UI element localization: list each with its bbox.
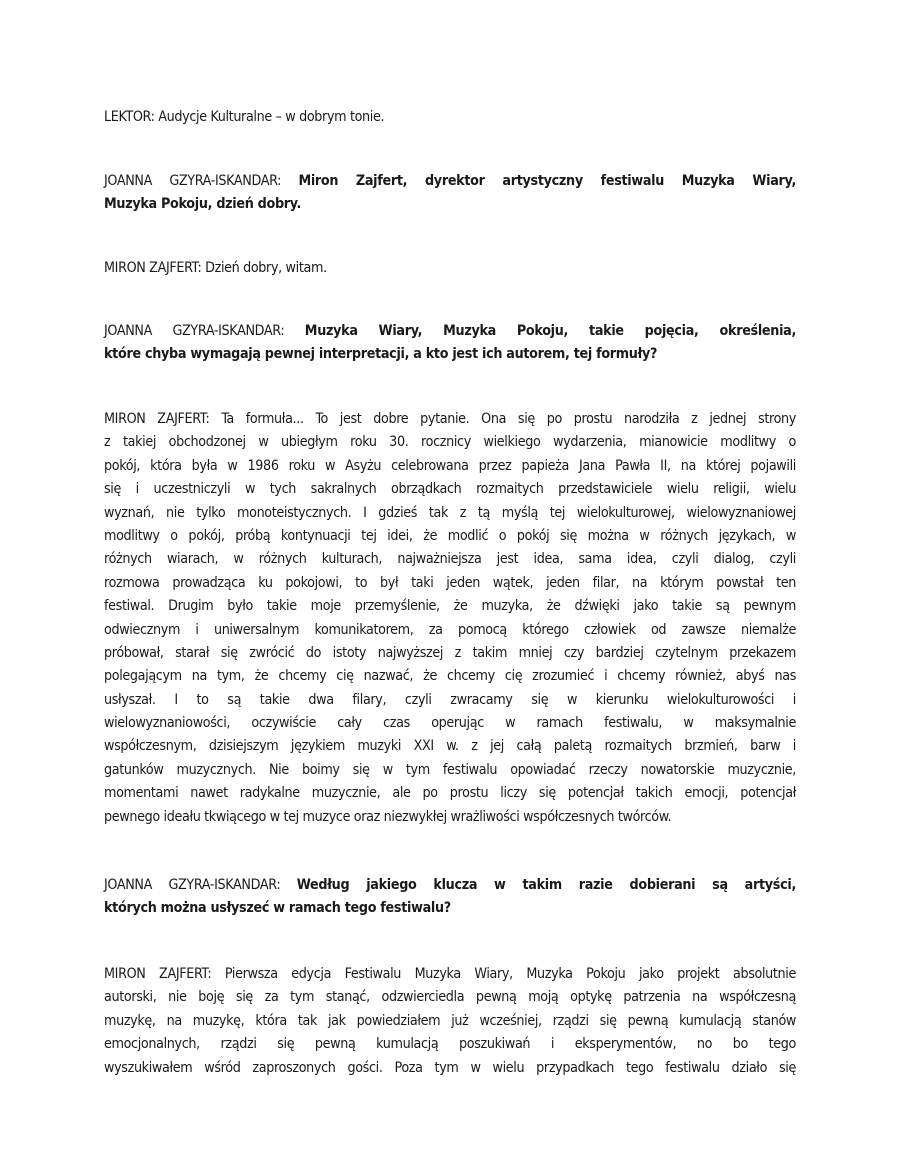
paragraph-line: pokój, która była w 1986 roku w Asyżu celebrowana przez papieża Jana Pawła II, na której pojawili [104, 457, 796, 474]
utterance-text: Pierwsza edycja Festiwalu Muzyka Wiary, Muzyka Pokoju jako projekt absolutnie [224, 966, 797, 982]
utterance-text: Audycje Kulturalne – w dobrym tonie. [158, 109, 385, 125]
paragraph-line [104, 257, 796, 280]
paragraph-line: się i uczestniczyli w tych sakralnych obrządkach rozmaitych przedstawiciele wielu religii, wielu [104, 481, 796, 498]
paragraph-line: wyznań, nie tylko monoteistycznych. I gdzieś tak z tą myślą tej wielokulturowej, wielowyznaniowej [104, 504, 796, 521]
paragraph-line: współczesnym, dzisiejszym językiem muzyki XXI w. z jej całą paletą rozmaitych brzmień, barw i [104, 738, 796, 755]
speaker-label: JOANNA GZYRA-ISKANDAR: [104, 323, 285, 339]
paragraph-line [104, 106, 796, 129]
transcript-paragraph-host-greeting [104, 170, 796, 217]
paragraph-line: różnych wiarach, w różnych kulturach, najważniejsza jest idea, sama idea, czyli dialog, czyli [104, 551, 796, 568]
paragraph-line: polegającym na tym, że chcemy cię nazwać, że chcemy cię zrozumieć i chcemy również, abyś nas [104, 668, 796, 685]
paragraph-line: festiwal. Drugim było takie moje przemyślenie, że muzyka, że dźwięki jako takie są pewnym [104, 598, 796, 615]
paragraph-line [104, 408, 796, 431]
speaker-label: JOANNA GZYRA-ISKANDAR: [104, 173, 282, 189]
speaker-label: MIRON ZAJFERT: [104, 966, 212, 982]
speaker-label: LEKTOR: [104, 109, 155, 125]
paragraph-line: emocjonalnych, rządzi się pewną kumulacją poszukiwań i eksperymentów, no bo tego [104, 1036, 796, 1053]
paragraph-line: usłyszał. I to są takie dwa filary, czyli zwracamy się w kierunku wielokulturowości i [104, 691, 796, 708]
transcript-paragraph-host-question-2 [104, 874, 796, 921]
paragraph-line: odwiecznym i uniwersalnym komunikatorem, za pomocą którego człowiek od zawsze niemalże [104, 621, 796, 638]
paragraph-line: próbował, starał się zwrócić do istoty najwyższej z takim mniej czy bardziej czytelnym przekazem [104, 644, 796, 661]
paragraph-line [104, 874, 796, 897]
speaker-label: MIRON ZAJFERT: [104, 411, 210, 427]
transcript-paragraph-host-question-1 [104, 320, 796, 367]
transcript-paragraph-guest-greeting [104, 257, 796, 280]
paragraph-line: modlitwy o pokój, próbą kontynuacji tej idei, że modlić o pokój się można w różnych językach, w [104, 527, 796, 544]
paragraph-line: momentami nawet radykalne muzycznie, ale po prostu liczy się potencjał takich emocji, potencjał [104, 785, 796, 802]
question-text: Muzyka Pokoju, dzień dobry. [104, 196, 302, 213]
transcript-paragraph-guest-answer-2 [104, 963, 796, 1080]
speaker-label: JOANNA GZYRA-ISKANDAR: [104, 877, 281, 893]
paragraph-line [104, 320, 796, 343]
question-text: Miron Zajfert, dyrektor artystyczny festiwalu Muzyka Wiary, [298, 173, 796, 189]
paragraph-line: rozmowa prowadząca ku pokojowi, to był taki jeden wątek, jeden filar, na którym powstał ten [104, 574, 796, 591]
question-text: Muzyka Wiary, Muzyka Pokoju, takie pojęcia, określenia, [304, 323, 797, 339]
paragraph-line: gatunków muzycznych. Nie boimy się w tym festiwalu opowiadać rzeczy nowatorskie muzycznie, [104, 761, 796, 778]
transcript-paragraph-guest-answer-1 [104, 408, 796, 829]
speaker-label: MIRON ZAJFERT: [104, 260, 202, 276]
paragraph-line: autorski, nie boję się za tym stanąć, odzwierciedla pewną moją optykę patrzenia na współczesną [104, 989, 796, 1006]
paragraph-line: z takiej obchodzonej w ubiegłym roku 30. rocznicy wielkiego wydarzenia, mianowicie modlitwy o [104, 434, 796, 451]
paragraph-line: muzykę, na muzykę, która tak jak powiedziałem już wcześniej, rządzi się pewną kumulacją stanów [104, 1012, 796, 1029]
question-text: które chyba wymagają pewnej interpretacji, a kto jest ich autorem, tej formuły? [104, 346, 658, 363]
transcript-paragraph-lektor [104, 106, 796, 129]
question-text: Według jakiego klucza w takim razie dobierani są artyści, [296, 877, 796, 893]
utterance-text: Ta formuła... To jest dobre pytanie. Ona się po prostu narodziła z jednej strony [221, 411, 796, 427]
paragraph-line [104, 963, 796, 986]
question-text: których można usłyszeć w ramach tego festiwalu? [104, 900, 451, 917]
paragraph-line [104, 170, 796, 193]
utterance-text: Dzień dobry, witam. [205, 260, 327, 276]
paragraph-line: wielowyznaniowości, oczywiście cały czas operując w ramach festiwalu, w maksymalnie [104, 715, 796, 732]
paragraph-line: wyszukiwałem wśród zaproszonych gości. Poza tym w wielu przypadkach tego festiwalu działo się [104, 1059, 796, 1076]
paragraph-line: pewnego ideału tkwiącego w tej muzyce oraz niezwykłej wrażliwości współczesnych twórców. [104, 808, 672, 825]
